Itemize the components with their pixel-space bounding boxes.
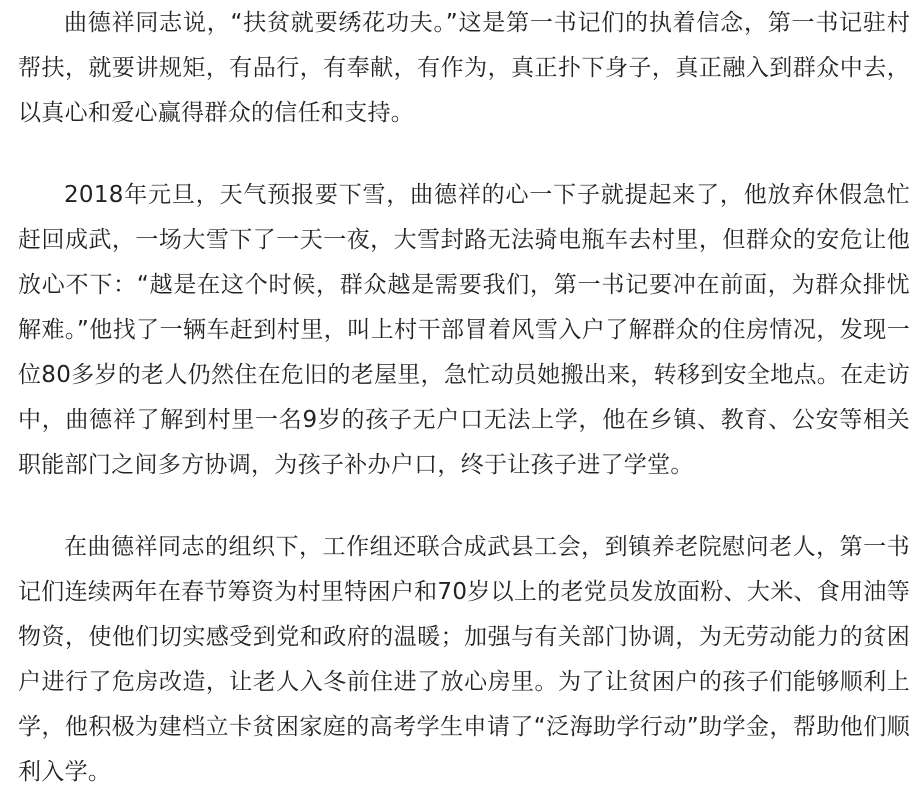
article-body bbox=[18, 0, 910, 795]
paragraph: 2018年元旦，天气预报要下雪，曲德祥的心一下子就提起来了，他放弃休假急忙赶回成武，一场大雪下了一天一夜，大雪封路无法骑电瓶车去村里，但群众的安危让他放心不下：“越是在这个时候，群众越是需要我们，第一书记要冲在前面，为群众排忧解难。”他找了一辆车赶到村里，叫上村干部冒着风雪入户了解群众的住房情况，发现一位80多岁的老人仍然住在危旧的老屋里，急忙动员她搬出来，转移到安全地点。在走访中，曲德祥了解到村里一名9岁的孩子无户口无法上学，他在乡镇、教育、公安等相关职能部门之间多方协调，为孩子补办户口，终于让孩子进了学堂。 bbox=[18, 182, 910, 478]
paragraph: 在曲德祥同志的组织下，工作组还联合成武县工会，到镇养老院慰问老人，第一书记们连续两年在春节筹资为村里特困户和70岁以上的老党员发放面粉、大米、食用油等物资，使他们切实感受到党和政府的温暖；加强与有关部门协调，为无劳动能力的贫困户进行了危房改造，让老人入冬前住进了放心房里。为了让贫困户的孩子们能够顺利上学，他积极为建档立卡贫困家庭的高考学生申请了“泛海助学行动”助学金，帮助他们顺利入学。 bbox=[18, 534, 910, 785]
paragraph: 曲德祥同志说，“扶贫就要绣花功夫。”这是第一书记们的执着信念，第一书记驻村帮扶，就要讲规矩，有品行，有奉献，有作为，真正扑下身子，真正融入到群众中去，以真心和爱心赢得群众的信任和支持。 bbox=[18, 10, 910, 126]
